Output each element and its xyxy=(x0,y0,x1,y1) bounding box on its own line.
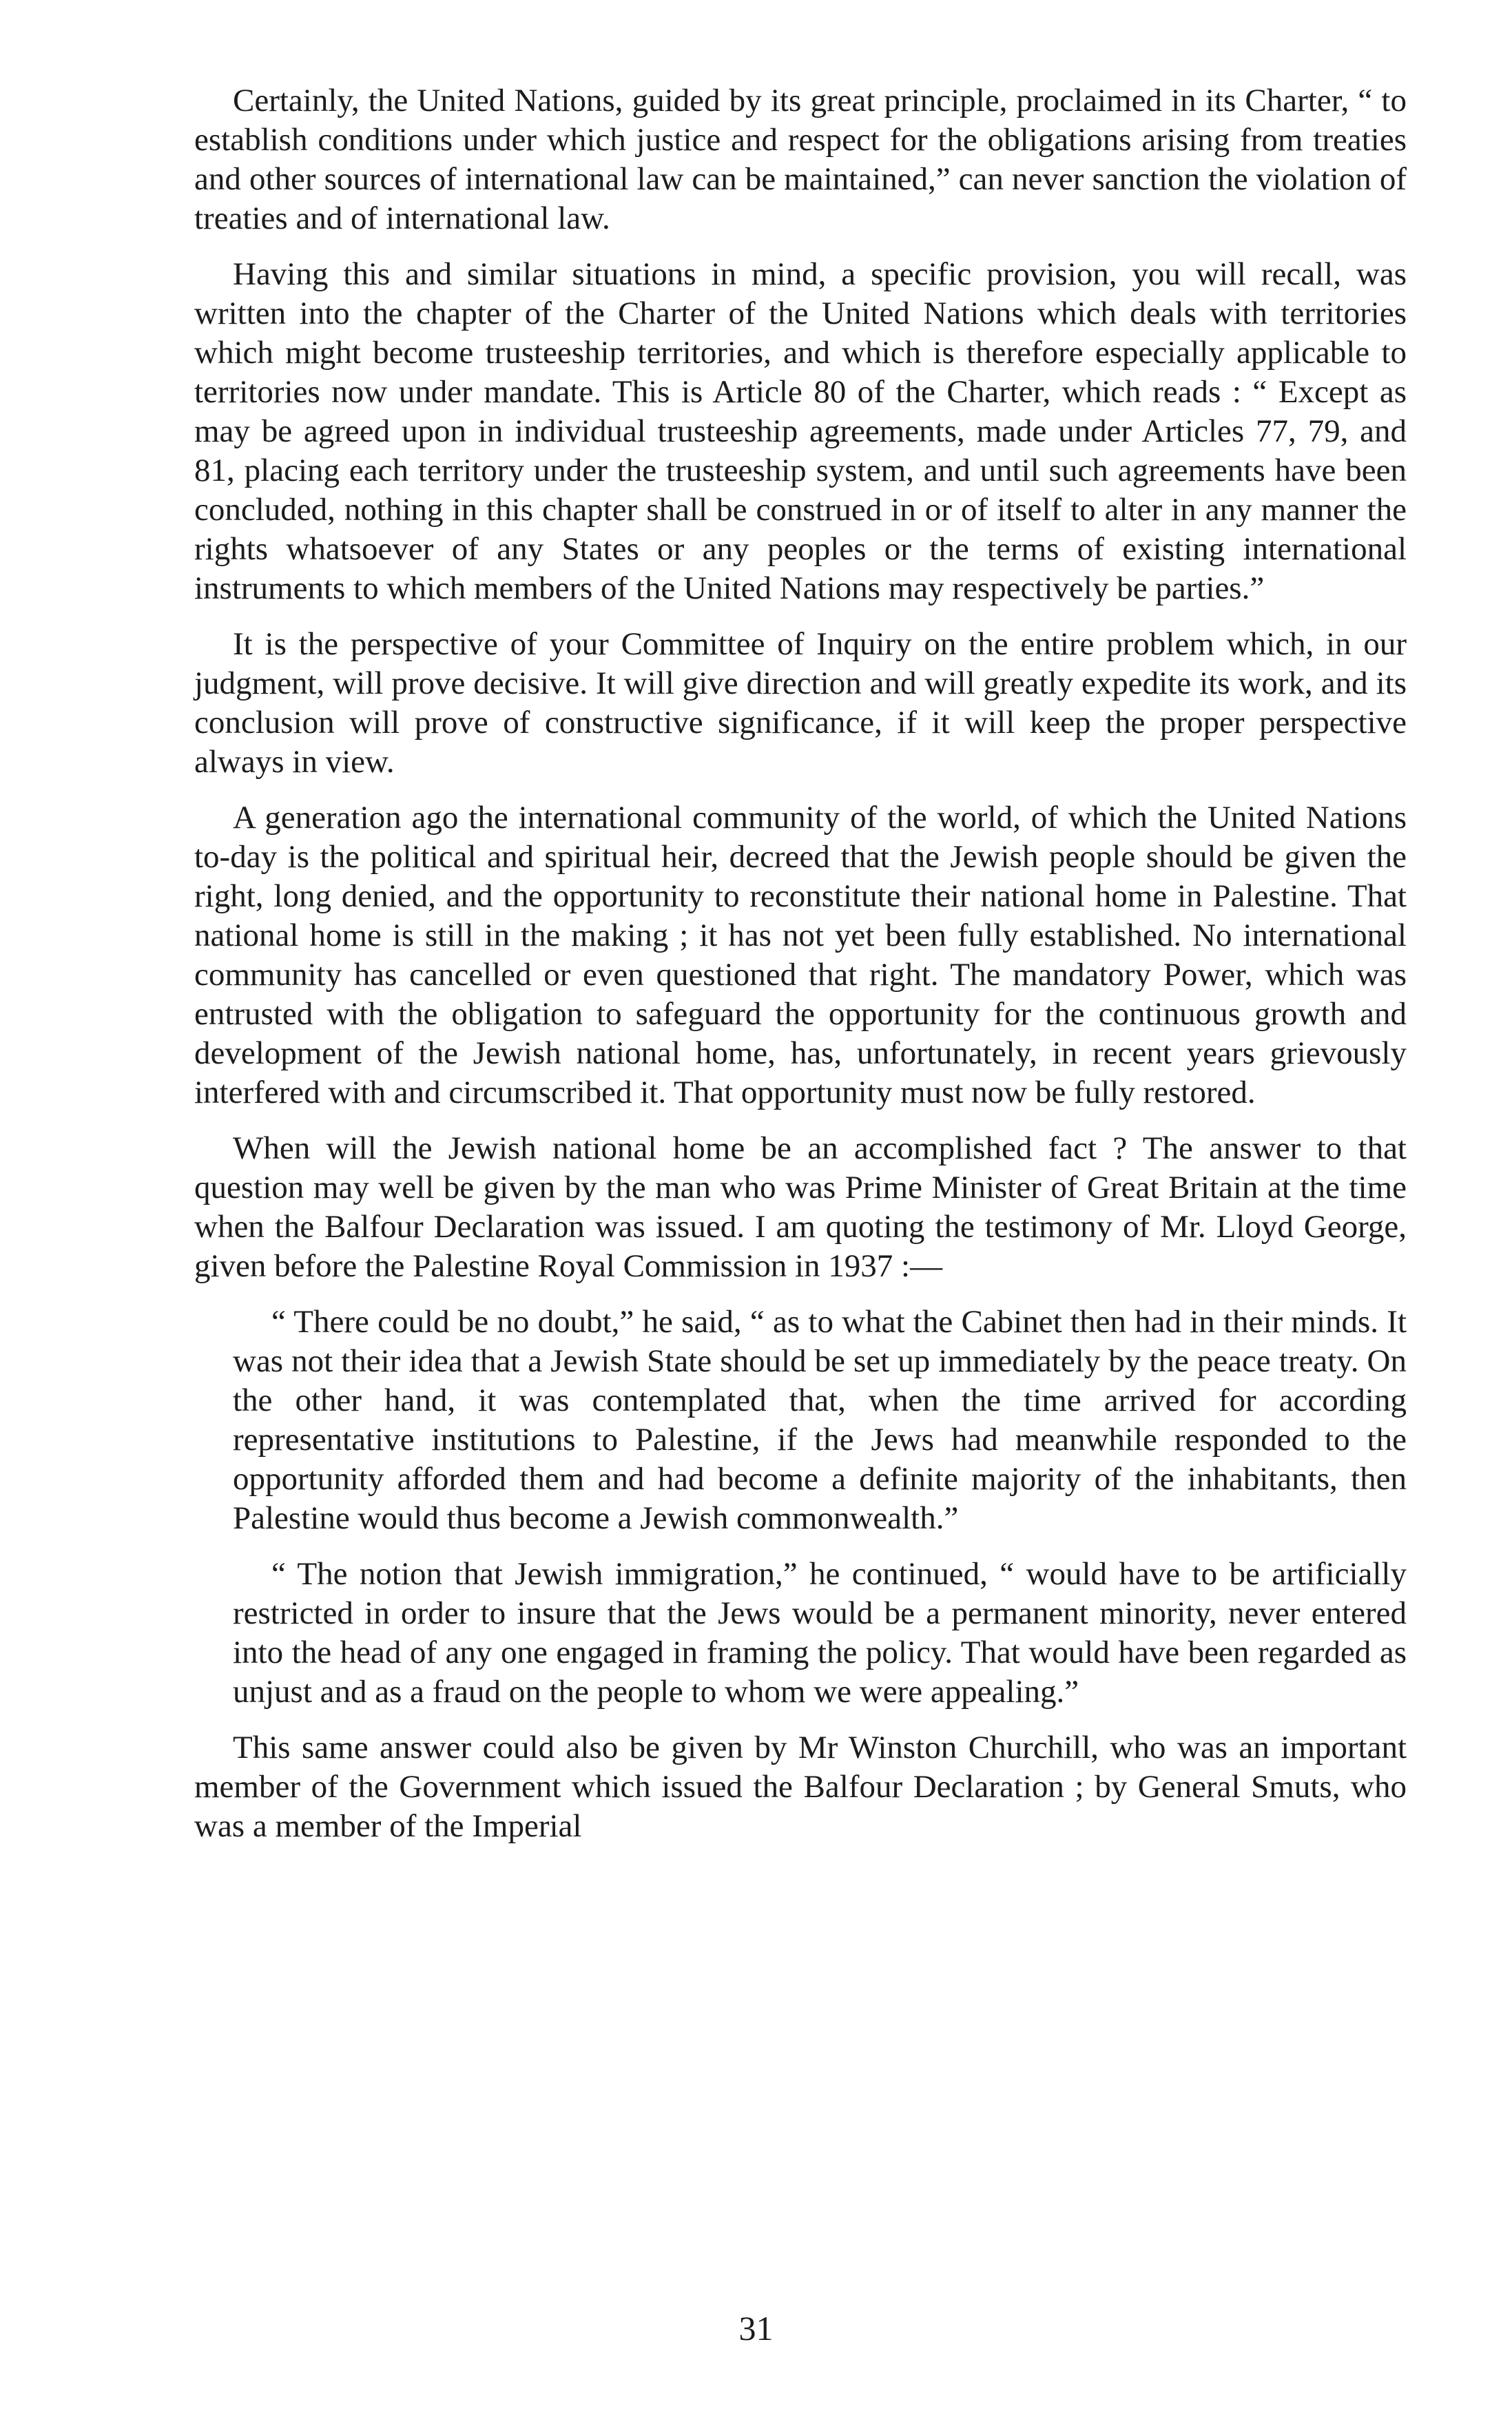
paragraph-committee-perspective: It is the perspective of your Committee of Inquiry on the entire problem which, in our judgment, will prove decisive. It will give direction and will greatly expedite its work, and its conclusion will prove of constructive significance, if it will keep the proper perspective always in view. xyxy=(194,626,1407,780)
document-page xyxy=(194,81,1407,1863)
quote-immigration: “ The notion that Jewish immigration,” he continued, “ would have to be artificially restricted in order to insure that the Jews would be a permanent minority, never entered into the head of any one engaged in framing the policy. That would have been regarded as unjust and as a fraud on the people to whom we were appealing.” xyxy=(233,1556,1407,1710)
paragraph-national-home: A generation ago the international community of the world, of which the United Nations to-day is the political and spiritual heir, decreed that the Jewish people should be given the right, long denied, and the opportunity to reconstitute their national home in Palestine. That national home is still in the making ; it has not yet been fully established. No international community has cancelled or even questioned that right. The mandatory Power, which was entrusted with the obligation to safeguard the opportunity for the continuous growth and development of the Jewish national home, has, unfortunately, in recent years grievously interfered with and circumscribed it. That opportunity must now be fully restored. xyxy=(194,800,1407,1110)
paragraph-lloyd-george-intro: When will the Jewish national home be an accomplished fact ? The answer to that question may well be given by the man who was Prime Minister of Great Britain at the time when the Balfour Declaration was issued. I am quoting the testimony of Mr. Lloyd George, given before the Palestine Royal Commission in 1937 :— xyxy=(194,1130,1407,1284)
quote-cabinet-intent: “ There could be no doubt,” he said, “ as to what the Cabinet then had in their minds. It was not their idea that a Jewish State should be set up immediately by the peace treaty. On the other hand, it was contemplated that, when the time arrived for according representative institutions to Palestine, if the Jews had meanwhile responded to the opportunity afforded them and had become a definite majority of the inhabitants, then Palestine would thus become a Jewish commonwealth.” xyxy=(233,1304,1407,1536)
paragraph-article-80: Having this and similar situations in mind, a specific provision, you will recall, was written into the chapter of the Charter of the United Nations which deals with territories which might become trusteeship territories, and which is therefore especially applicable to territories now under mandate. This is Article 80 of the Charter, which reads : “ Except as may be agreed upon in individual trusteeship agreements, made under Articles 77, 79, and 81, placing each territory under the trusteeship system, and until such agreements have been concluded, nothing in this chapter shall be construed in or of itself to alter in any manner the rights whatsoever of any States or any peoples or the terms of existing international instruments to which members of the United Nations may respectively be parties.” xyxy=(194,256,1407,606)
paragraph-un-charter: Certainly, the United Nations, guided by its great principle, proclaimed in its Charter, “ to establish conditions under which justice and respect for the obligations arising from treaties and other sources of international law can be maintained,” can never sanction the violation of treaties and of international law. xyxy=(194,83,1407,236)
page-number: 31 xyxy=(738,2309,774,2348)
paragraph-churchill-smuts: This same answer could also be given by Mr Winston Churchill, who was an important member of the Government which issued the Balfour Declaration ; by General Smuts, who was a member of the Imperial xyxy=(194,1730,1407,1844)
